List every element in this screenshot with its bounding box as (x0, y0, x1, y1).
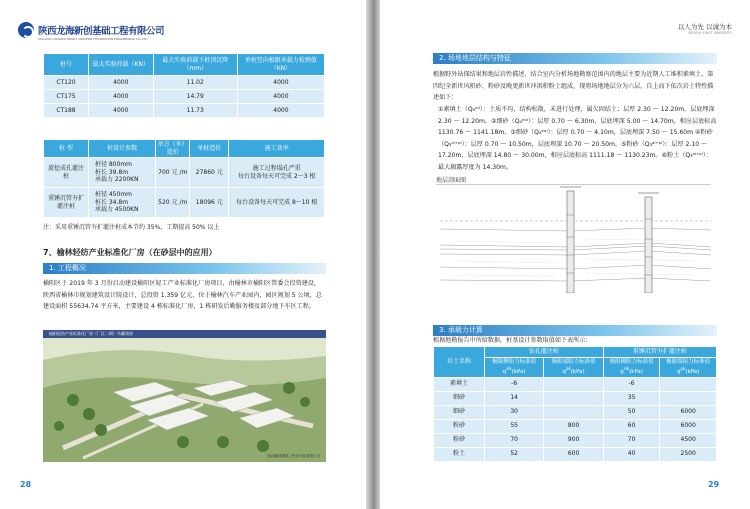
table-cell: 800 (544, 419, 603, 433)
table-subheader (484, 357, 543, 377)
table-cell (660, 391, 717, 405)
table-row (44, 90, 325, 104)
table-row (434, 447, 717, 461)
subheader-suffix: pk (680, 365, 686, 371)
slogan-header (678, 22, 732, 35)
bearing-parameter-table (433, 346, 717, 462)
slogan: 以人为先 以诚为本 (677, 23, 732, 31)
subheader-label: 极限侧阻力标准值 (492, 358, 537, 365)
table-cell: 35 (603, 391, 660, 405)
subheader-kpa: (kPa) (685, 368, 700, 375)
table-cell: 粉砂 (434, 419, 485, 433)
table-row (434, 405, 717, 419)
geology-layers-paragraph: ①素填土（Q₄ᵐˡ）：土质不均，结构松散，未进行处理，属欠固结土；层厚 2.30 ～ 12.20m，层底埋深 2.30 ～ 12.20m。②细砂（Q₄ᵉᵒˡ）：层厚 0.70 ～ 6.30m，层底埋深 5.00 ～ 14.70m，相应层底标高 1130.76 ～ 1141.18m。③细砂（Q₄ᵉᵒˡ）：层厚 0.70 ～ 4.10m，层底埋深 7.50 ～ 15.60m ④粉砂（Q₃ᵃˡ⁺ᵖˡ）：层厚 0.70 ～ 10.50m，层底埋深 10.70 ～ 20.50m。⑤粉砂（Q₃ᵃˡ⁺ᵖˡ）：层厚 2.10 ～ 17.20m，层底埋深 14.80 ～ 30.00m，相应层底标高 1111.18 ～ 1130.23m。⑥粉土（Q₃ᵃˡ⁺ᵖˡ）：最大揭露厚度为 14.30m。 (438, 106, 717, 171)
table-row (44, 158, 325, 188)
table-cell: 素填土 (434, 377, 485, 391)
table-cell: 2500 (660, 447, 717, 461)
table-cell: 27860 元 (190, 158, 229, 188)
table-header: 单桩造价 (190, 140, 229, 158)
table-cell: 60 (603, 419, 660, 433)
subsection-bar: 1. 工程概况 (43, 263, 326, 274)
page-number: 28 (20, 480, 32, 489)
table-cell: 4000 (237, 76, 324, 90)
table-cell: 粉土 (434, 447, 485, 461)
table-cell (660, 377, 717, 391)
subheader-kpa: (kPa) (629, 368, 644, 375)
table-cell: 桩径 450mm 桩长 34.8m 承载力 4500KN (88, 188, 155, 218)
table-cell: -6 (603, 377, 660, 391)
subheader-suffix: sik (506, 365, 512, 371)
table-cell: 18096 元 (190, 188, 229, 218)
section3-paragraph: 根据地勘报告中所给数据，桩基设计参数取值如下表所示： (433, 337, 592, 344)
table-cell: 重锤沉管夯扩灌注桩 (44, 188, 89, 218)
table-row (44, 104, 325, 118)
section-title: 7、榆林轻纺产业标准化厂房（在砂层中的应用） (43, 248, 217, 257)
subheader-label: 极限侧阻力标准值 (609, 358, 654, 365)
table-cell: 600 (544, 447, 603, 461)
table-cell: 70 (603, 433, 660, 447)
table-subheader (660, 357, 717, 377)
table-header: 钻孔灌注桩 (484, 347, 603, 358)
table-header: 桩设计参数 (88, 140, 155, 158)
table-cell: 4000 (88, 104, 153, 118)
subheader-suffix: pk (565, 365, 571, 371)
table-row (434, 377, 717, 391)
table-cell: 6000 (660, 405, 717, 419)
table-cell: CT175 (44, 90, 89, 104)
table-cell: 旋挖成孔灌注桩 (44, 158, 89, 188)
table-header: 单方（米）造价 (157, 141, 188, 156)
table-cell: CT120 (44, 76, 89, 90)
soil-profile-diagram (436, 184, 711, 292)
table-row (434, 419, 717, 433)
table-cell (544, 377, 603, 391)
subheader-unit: q (620, 368, 624, 375)
subheader-unit: q (562, 368, 566, 375)
subheader-kpa: (kPa) (570, 368, 585, 375)
table-header: 桩号 (44, 54, 89, 76)
table-row (44, 188, 325, 218)
geology-paragraph: 根据野外钻探结果和地层岩性描述，结合室内分析场地勘察范围内的地层主要为近期人工堆积素填土、第四纪全新世风积砂、粉砂及晚更新世冲洪积粉土组成，现将场地地层分为六层，自上而下依次岩土特性描述如下： (433, 71, 714, 102)
photo-caption: 榆阳轻纺产业标准化厂房（厂区二期）鸟瞰效果 (49, 331, 133, 336)
table-cell: 40 (603, 447, 660, 461)
table-header: 桩 型 (44, 140, 89, 158)
table-cell: 700 元 /m (156, 158, 190, 188)
section2-bar: 2. 场地地层结构与特征 (433, 53, 717, 64)
subheader-kpa: (kPa) (511, 368, 526, 375)
table-note: 注：采用重锤沉管夯扩灌注桩成本节约 35%，工期提高 50% 以上 (43, 224, 220, 231)
table-subheader (544, 357, 603, 377)
table-cell: 900 (544, 433, 603, 447)
table-header: 单桩竖向极限承载力检测值（KN） (237, 54, 324, 76)
site-rendering-image (43, 330, 326, 462)
company-logo (18, 22, 164, 38)
table-header: 施工效率 (229, 140, 325, 158)
section3-bar: 3. 承载力计算 (433, 325, 717, 336)
photo-credit: 陕西榆林建筑工程设计院有限公司 (267, 454, 320, 458)
table-row (434, 391, 717, 405)
table-cell: 粉砂 (434, 433, 485, 447)
table-cell: 4000 (88, 90, 153, 104)
subheader-label: 极限端阻力标准值 (666, 358, 711, 365)
table-cell: 细砂 (434, 405, 485, 419)
table-cell: 30 (484, 405, 543, 419)
table-header: 最大实验荷载（KN） (88, 54, 153, 76)
table-cell: 6000 (660, 419, 717, 433)
load-test-table (43, 53, 325, 118)
table-cell: 每台设备每天可完成 8～10 根 (229, 188, 325, 218)
subheader-label: 极限端阻力标准值 (551, 358, 596, 365)
table-cell: 11.73 (153, 104, 237, 118)
table-cell: 14 (484, 391, 543, 405)
table-header: 岩土名称 (434, 347, 485, 378)
overview-paragraph: 榆阳区于 2019 年 3 月份启动建设榆阳区轻工产业标准化厂房项目，由榆林市榆阳区管委会投资建设，陕西省榆林市规划建筑设计院设计，总投资 1.359 亿元，位于榆林汽车产业园内，园区规划 5 公顷，总建设面积 55634.74 平方米，主要建设 4 栋标准化厂房，1 栋研发后勤服务楼及部分地下车区工程。 (43, 280, 322, 311)
page-number: 29 (708, 480, 720, 489)
table-cell: 14.79 (153, 90, 237, 104)
table-cell: 4000 (88, 76, 153, 90)
table-row (44, 76, 325, 90)
cost-comparison-table (43, 139, 325, 218)
subheader-unit: q (502, 368, 507, 375)
table-cell: 11.02 (153, 76, 237, 90)
table-cell: 桩径 800mm 桩长 39.8m 承载力 2200KN (88, 158, 155, 188)
table-cell: 4000 (237, 104, 324, 118)
table-cell: 施工过程塌孔严重 每台设备每天可完成 2～3 根 (229, 158, 325, 188)
table-cell (544, 391, 603, 405)
diagram-label: 地层剖面图 (436, 177, 467, 184)
slogan-en: PEOPLE FIRST SINCERITY (688, 31, 732, 35)
table-subheader (603, 357, 660, 377)
left-page (0, 0, 366, 509)
subheader-unit: q (677, 368, 681, 375)
table-cell: 4000 (237, 90, 324, 104)
table-cell: -6 (484, 377, 543, 391)
table-cell: 50 (603, 405, 660, 419)
table-cell (544, 405, 603, 419)
book-gutter (366, 0, 380, 509)
company-name-en: SHAANXI LONGHAI NEWLY CREATED FOUNDATION ENGINEERING CO.,LTD (38, 37, 148, 41)
table-cell: 52 (484, 447, 543, 461)
table-cell: 55 (484, 419, 543, 433)
table-cell: CT188 (44, 104, 89, 118)
table-cell: 520 元 /m (156, 188, 190, 218)
subheader-suffix: sik (623, 365, 630, 371)
table-row (434, 433, 717, 447)
table-header: 最大实验荷载下桩顶沉降（mm） (153, 54, 237, 76)
table-cell: 细砂 (434, 391, 485, 405)
table-header: 重锤沉管夯扩灌注桩 (603, 347, 716, 358)
company-name: 陕西龙海新创基础工程有限公司 (38, 26, 165, 37)
company-logo-icon (18, 22, 34, 38)
table-cell: 70 (484, 433, 543, 447)
table-cell: 4500 (660, 433, 717, 447)
